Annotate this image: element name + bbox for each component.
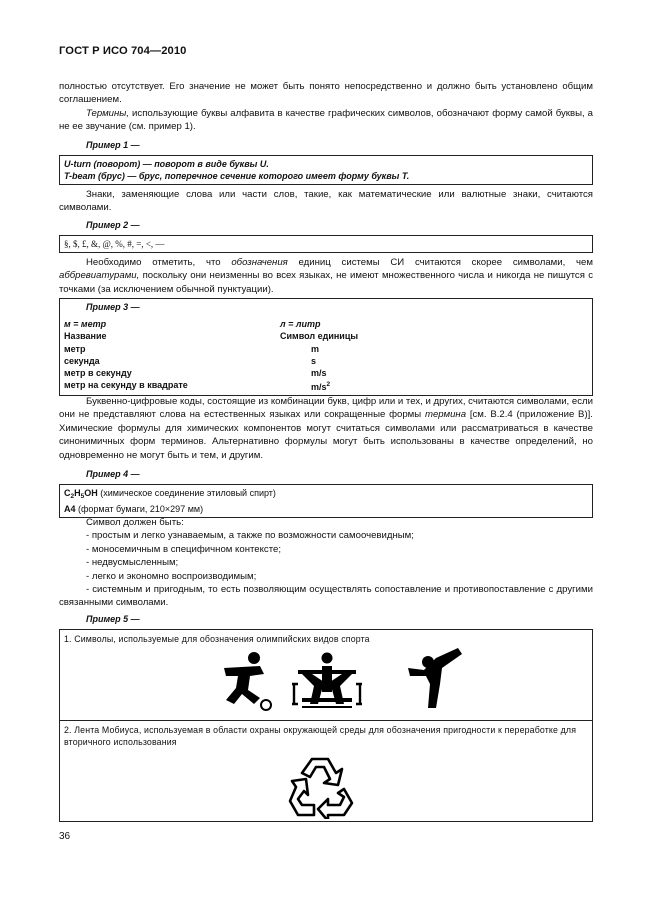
example-4-label: Пример 4 — <box>86 469 140 479</box>
example-4-box <box>59 484 593 518</box>
requirement-item: - моносемичным в специфичном контексте; <box>86 543 282 555</box>
paragraph-1: полностью отсутствует. Его значение не может быть понято непосредственно и должно быть установлено общим соглашением. <box>59 81 593 106</box>
example-4-line-2: A4 (формат бумаги, 210×297 мм) <box>64 504 204 515</box>
example-3-label: Пример 3 — <box>86 302 140 312</box>
martial-arts-pictogram-icon <box>406 648 466 714</box>
requirement-item: - простым и легко узнаваемым, а также по возможности самоочевидным; <box>86 530 414 542</box>
paragraph-3: Знаки, заменяющие слова или части слов, такие, как математические или валютные знаки, считаются символами. <box>59 189 593 214</box>
recycling-mobius-loop-icon <box>286 753 360 819</box>
example-5-box <box>59 629 593 822</box>
example-2-box <box>59 235 593 253</box>
example-3-row: метр на секунду в квадрате $m/s^2$ <box>64 380 331 393</box>
olympic-pictograms <box>60 648 592 720</box>
example-3-row: секунда s <box>64 355 317 366</box>
example-1-label: Пример 1 — <box>86 140 140 150</box>
weightlifting-pictogram-icon <box>288 648 366 714</box>
example-5-cell-2-text: 2. Лента Мобиуса, используемая в области охраны окружающей среды для обозначения пригодности к переработке для вторичного использования <box>64 725 577 747</box>
example-4-line-1: $C_2H_5OH$ (химическое соединение этиловый спирт) <box>64 488 276 500</box>
recycling-area <box>60 751 592 821</box>
paragraph-4: Необходимо отметить, что обозначения единиц системы СИ считаются скорее символами, чем аббревиатурами, поскольку они неизменны во всех языках, не имеют множественного числа и никогда не пишутся с точками (за исключением обычной пунктуации). <box>59 257 593 295</box>
example-2-label: Пример 2 — <box>86 220 140 230</box>
example-5-cell-1-text: 1. Символы, используемые для обозначения олимпийских видов спорта <box>64 634 370 644</box>
example-3-row: метр в секунду m/s <box>64 368 327 379</box>
requirement-item: - недвусмысленным; <box>86 557 179 569</box>
requirement-item: - легко и экономно воспроизводимым; <box>86 570 257 582</box>
example-2-symbols: §, $, £, &, @, %, #, =, <, — <box>64 239 165 249</box>
paragraph-5: Буквенно-цифровые коды, состоящие из комбинации букв, цифр или и тех, и других, считаются символами, если они не представляют слова на естественных языках или сокращенные формы термина [см. В.2.4 (приложение В)]. Химические формулы для химических компонентов могут считаться символами или рассматриваться в качестве синонимичных форм терминов. Альтернативно формулы могут быть использованы в качестве определений, но одновременно не могут быть и тем, и другим. <box>59 396 593 461</box>
example-3-row: метр m <box>64 343 320 354</box>
page-header: ГОСТ Р ИСО 704—2010 <box>59 45 187 57</box>
football-pictogram-icon <box>220 650 280 714</box>
requirement-item: - системным и пригодным, то есть позволяющим осуществлять сопоставление и противопоставление с другими связанными символами. <box>59 584 593 609</box>
example-5-label: Пример 5 — <box>86 614 140 624</box>
example-3-row: м = метр л = литр <box>64 319 321 330</box>
paragraph-6: Символ должен быть: - простым и легко узнаваемым, а также по возможности самоочевидным; - моносемичным в специфичном контексте; - недвусмысленным; - легко и экономно воспроизводимым; - системным и пригодным, то есть позволяющим осуществлять сопоставление и противопоставление с другими связанными символами. <box>59 517 593 609</box>
example-1-line-2: T-beam (брус) — брус, поперечное сечение которого имеет форму буквы T. <box>64 171 410 182</box>
page-number: 36 <box>59 831 71 842</box>
example-1-box <box>59 155 593 185</box>
example-1-line-1: U-turn (поворот) — поворот в виде буквы U. <box>64 159 269 169</box>
example-3-box <box>59 298 593 396</box>
example-3-row: Название Символ единицы <box>64 331 359 342</box>
term-word: Термины, <box>86 108 130 119</box>
paragraph-2: Термины, использующие буквы алфавита в качестве графических символов, обозначают форму самой буквы, а не ее звучание (см. пример 1). <box>59 108 593 133</box>
